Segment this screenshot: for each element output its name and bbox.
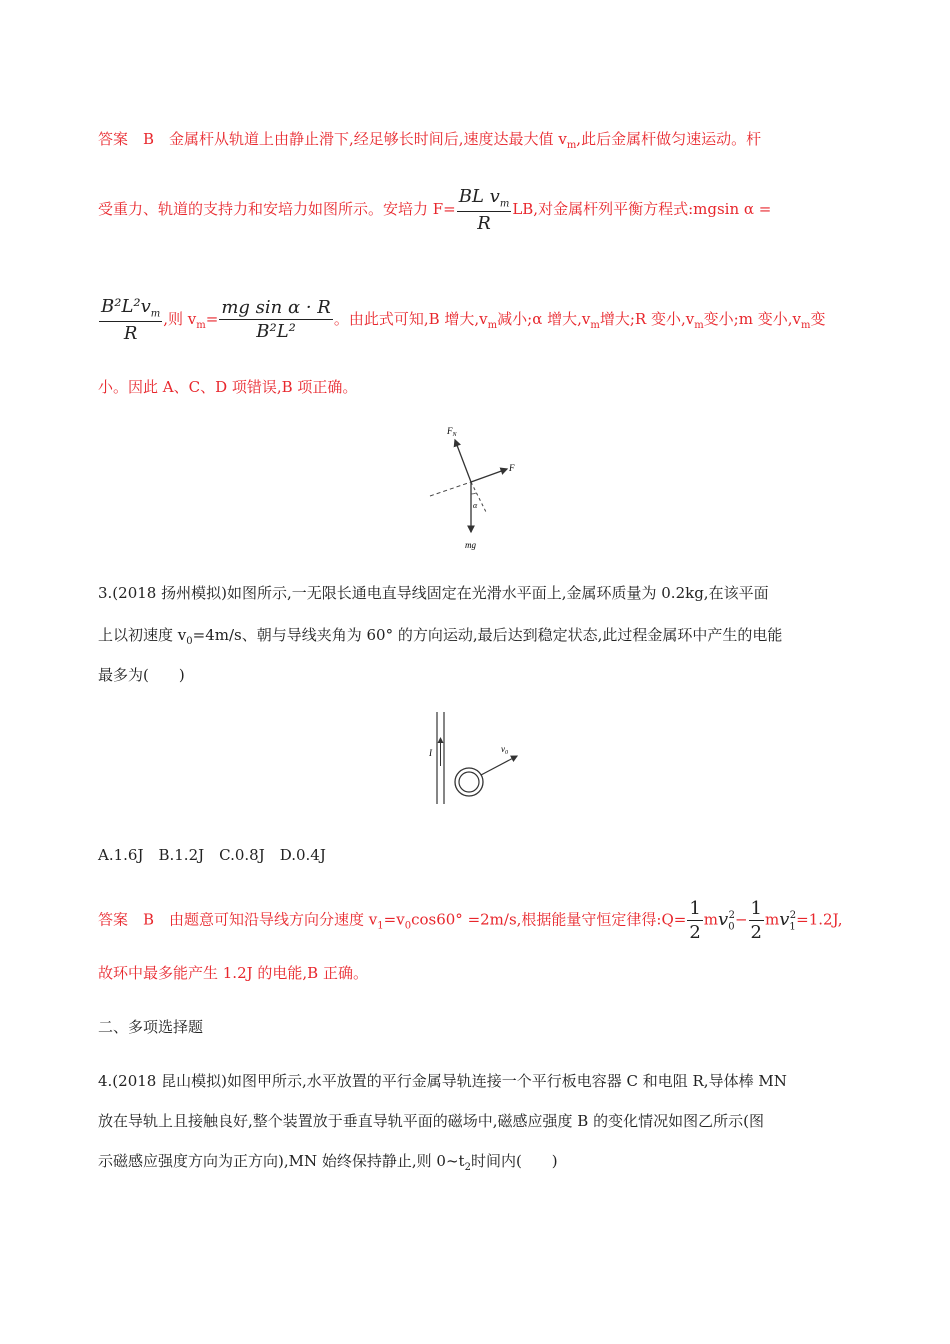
q3-line3: 最多为( ) [98,666,185,684]
alpha-arc [471,493,476,494]
normal-force-arrow [455,440,471,482]
vm-fraction: $\frac{\text{mg sin α · R}}{\text{B²L²}}$ [221,297,331,343]
current-label: I [429,748,432,758]
balance-fraction: $\frac{B^2L^2v_m}{R}$ [101,296,161,344]
answer1-line2: 受重力、轨道的支持力和安培力如图所示。安培力 F= $\frac{BL v_m}{R}$ LB,对金属杆列平衡方程式:mgsin α = [98,186,772,234]
metal-ring-inner [459,772,479,792]
alpha-label: α [473,501,478,510]
section-heading: 二、多项选择题 [98,1018,204,1036]
q4-line2: 放在导轨上且接触良好,整个装置放于垂直导轨平面的磁场中,磁感应强度 B 的变化情况如图乙所示(图 [98,1112,764,1130]
answer1-line1: 答案 B 金属杆从轨道上由静止滑下,经足够长时间后,速度达最大值 $v_m$,此后金属杆做匀速运动。杆 [98,130,762,151]
ampere-force-fraction: $\frac{BL v_m}{R}$ [458,186,510,234]
q4-line3: 示磁感应强度方向为正方向),MN 始终保持静止,则 $0\sim t_2$时间内( ) [98,1152,558,1173]
q4-line1: 4.(2018 昆山模拟)如图甲所示,水平放置的平行金属导轨连接一个平行板电容器 C 和电阻 R,导体棒 MN [98,1072,787,1090]
q3-options: A.1.6J B.1.2J C.0.8J D.0.4J [98,846,326,864]
answer3-line1: 答案 B 由题意可知沿导线方向分速度 $v_1=v_0\cos 60^\circ =2m/s$,根据能量守恒定律得:Q= $\frac{1}{2}$ $mv_0^2-$ $\frac{1}{2}$ $mv_1^2=1.2J$, [98,898,843,943]
incline-line [430,482,471,496]
half-fraction-1: $\frac{1}{2}$ [689,898,701,943]
velocity-arrow [481,756,517,775]
f-label: F [509,463,515,473]
answer3-line2: 故环中最多能产生 1.2J 的电能,B 正确。 [98,964,368,982]
velocity-label: $v_0$ [501,744,508,756]
q3-line1: 3.(2018 扬州模拟)如图所示,一无限长通电直导线固定在光滑水平面上,金属环质量为 0.2kg,在该平面 [98,584,769,602]
fn-label: $F_N$ [447,426,457,438]
half-fraction-2: $\frac{1}{2}$ [750,898,762,943]
force-diagram [425,420,525,555]
wire-ring-diagram [425,708,535,808]
answer1-line3: $\frac{B^2L^2v_m}{R}$ ,则 $v_m=$ $\frac{\text{mg sin α · R}}{\text{B²L²}}$ 。由此式可知,B 增大$,v_m$减小;α 增大$,v_m$增大;R 变小$,v_m$变小;m 变小$,v_m$变 [101,296,826,344]
ampere-force-arrow [471,469,507,482]
answer1-line4: 小。因此 A、C、D 项错误,B 项正确。 [98,378,358,396]
mg-label: mg [465,540,476,550]
q3-line2: 上以初速度 $v_0=4m/s$、朝与导线夹角为 60° 的方向运动,最后达到稳定状态,此过程金属环中产生的电能 [98,626,783,647]
